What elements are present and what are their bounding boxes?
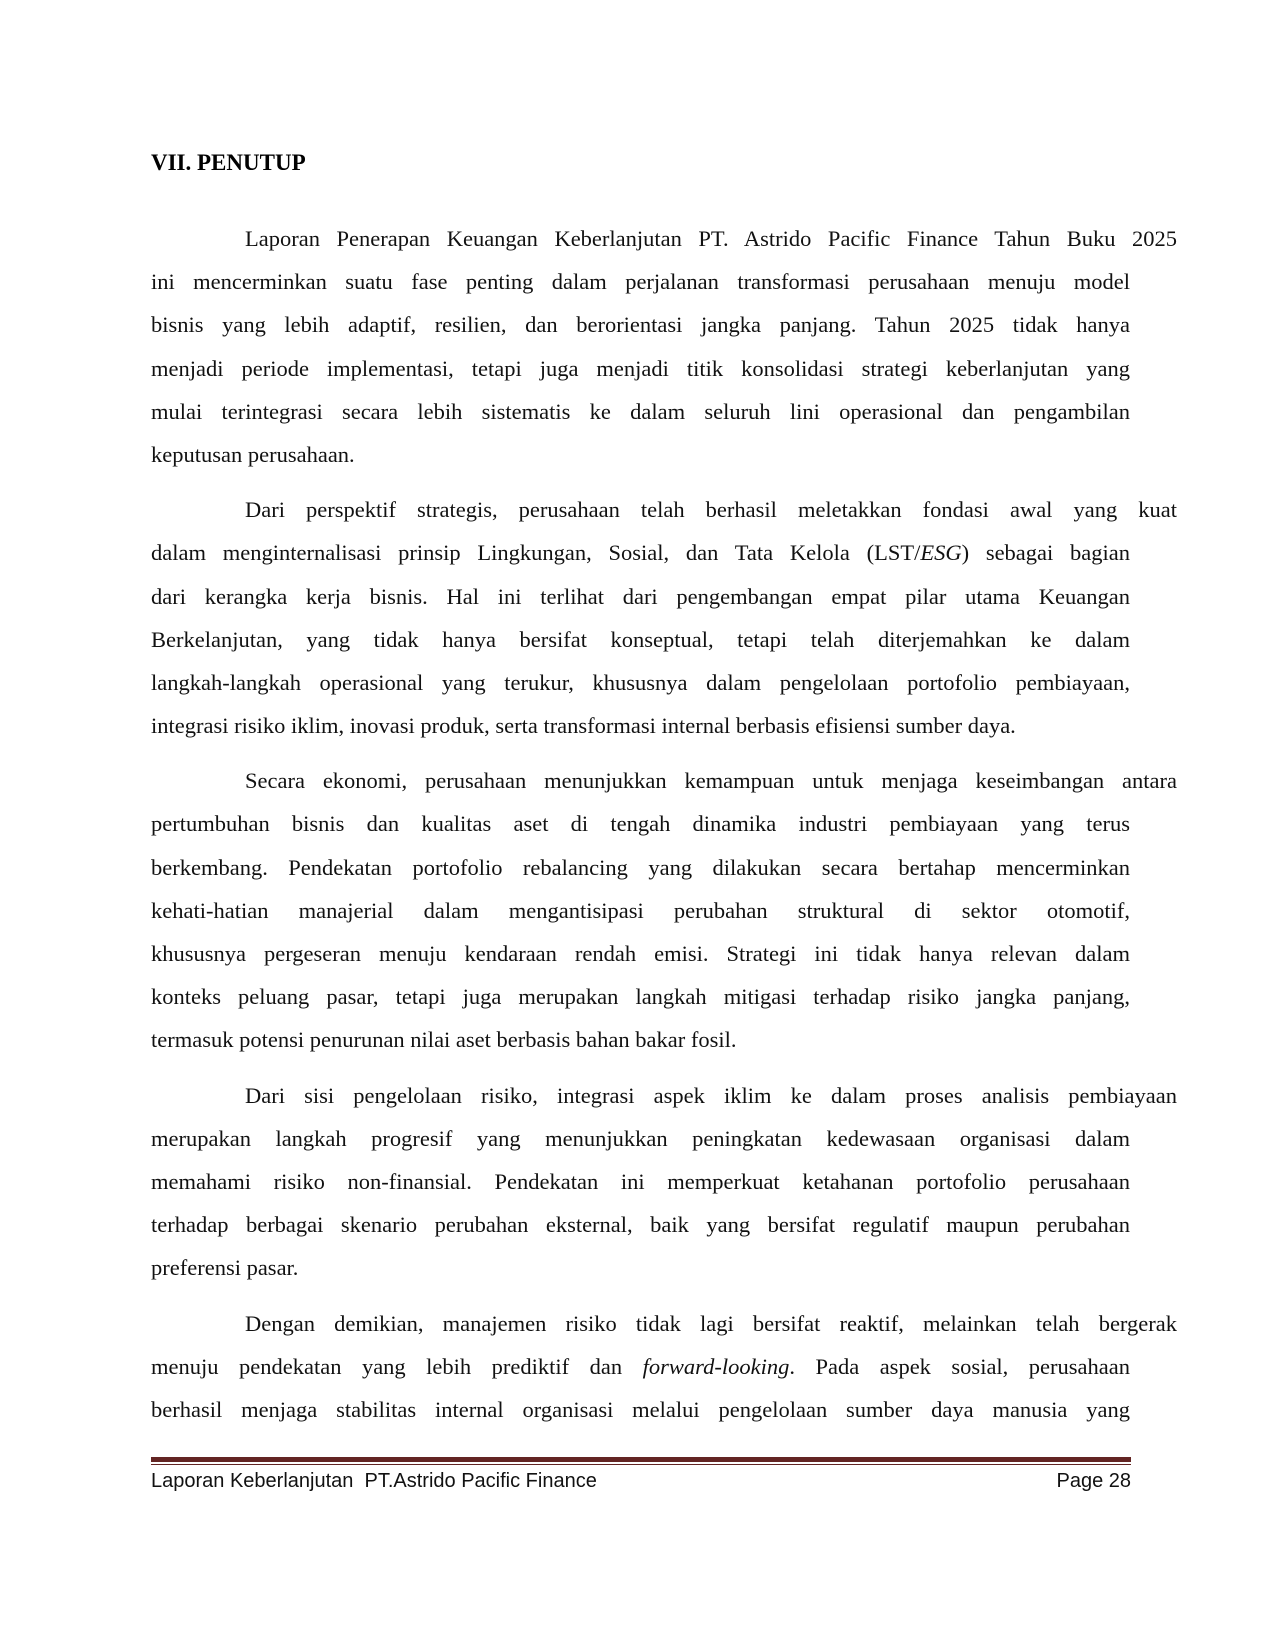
text-line: ini mencerminkan suatu fase penting dalam perjalanan transformasi perusahaan menuju model xyxy=(151,269,1130,295)
text-line: khususnya pergeseran menuju kendaraan rendah emisi. Strategi ini tidak hanya relevan dalam xyxy=(151,941,1130,966)
paragraph xyxy=(151,217,1177,476)
text-line: menjadi periode implementasi, tetapi juga menjadi titik konsolidasi strategi keberlanjutan yang xyxy=(151,355,1130,381)
text-line: menuju pendekatan yang lebih prediktif dan forward-looking. Pada aspek sosial, perusahaan xyxy=(151,1353,1131,1379)
footer-page-number: Page 28 xyxy=(1056,1470,1131,1492)
italic-term: ESG xyxy=(920,540,962,566)
italic-term: forward-looking xyxy=(642,1353,790,1379)
text-line: Dari sisi pengelolaan risiko, integrasi aspek iklim ke dalam proses analisis pembiayaan xyxy=(245,1082,1177,1108)
section-heading: VII. PENUTUP xyxy=(151,150,306,175)
footer-rule-thin xyxy=(151,1464,1131,1465)
body-text xyxy=(151,217,1177,1443)
text-line: bisnis yang lebih adaptif, resilien, dan berorientasi jangka panjang. Tahun 2025 tidak hanya xyxy=(151,312,1130,338)
text-line: berkembang. Pendekatan portofolio rebalancing yang dilakukan secara bertahap mencerminkan xyxy=(151,854,1130,880)
paragraph xyxy=(151,1302,1177,1432)
text-line: dari kerangka kerja bisnis. Hal ini terlihat dari pengembangan empat pilar utama Keuangan xyxy=(151,583,1130,609)
paragraph xyxy=(151,1074,1177,1290)
text-line: Laporan Penerapan Keuangan Keberlanjutan PT. Astrido Pacific Finance Tahun Buku 2025 xyxy=(245,226,1177,251)
text-line: kehati-hatian manajerial dalam mengantisipasi perubahan struktural di sektor otomotif, xyxy=(151,897,1130,923)
text-line: terhadap berbagai skenario perubahan eksternal, baik yang bersifat regulatif maupun perubahan xyxy=(151,1212,1130,1238)
text-line: preferensi pasar. xyxy=(151,1255,299,1281)
text-line: mulai terintegrasi secara lebih sistematis ke dalam seluruh lini operasional dan pengambilan xyxy=(151,398,1130,424)
text-line: Berkelanjutan, yang tidak hanya bersifat konseptual, tetapi telah diterjemahkan ke dalam xyxy=(151,626,1130,652)
text-line: keputusan perusahaan. xyxy=(151,441,355,467)
text-line: langkah-langkah operasional yang terukur, khususnya dalam pengelolaan portofolio pembiayaan, xyxy=(151,669,1130,695)
text-line: termasuk potensi penurunan nilai aset berbasis bahan bakar fosil. xyxy=(151,1027,737,1053)
page-footer xyxy=(151,1470,1131,1493)
text-line: merupakan langkah progresif yang menunjukkan peningkatan kedewasaan organisasi dalam xyxy=(151,1125,1130,1151)
text-line: integrasi risiko iklim, inovasi produk, serta transformasi internal berbasis efisiensi sumber daya. xyxy=(151,713,1016,739)
text-line: konteks peluang pasar, tetapi juga merupakan langkah mitigasi terhadap risiko jangka panjang, xyxy=(151,984,1130,1010)
text-line: Secara ekonomi, perusahaan menunjukkan kemampuan untuk menjaga keseimbangan antara xyxy=(245,768,1177,794)
paragraph xyxy=(151,488,1177,747)
footer-rule xyxy=(151,1457,1131,1465)
text-line: pertumbuhan bisnis dan kualitas aset di tengah dinamika industri pembiayaan yang terus xyxy=(151,811,1130,837)
text-line: berhasil menjaga stabilitas internal organisasi melalui pengelolaan sumber daya manusia yang xyxy=(151,1396,1130,1422)
footer-report-title: Laporan Keberlanjutan PT.Astrido Pacific Finance xyxy=(151,1470,597,1492)
text-line: dalam menginternalisasi prinsip Lingkungan, Sosial, dan Tata Kelola (LST/ESG) sebagai bagian xyxy=(151,540,1130,566)
text-line: Dari perspektif strategis, perusahaan telah berhasil meletakkan fondasi awal yang kuat xyxy=(245,497,1177,523)
paragraph xyxy=(151,759,1177,1061)
text-line: Dengan demikian, manajemen risiko tidak lagi bersifat reaktif, melainkan telah bergerak xyxy=(245,1310,1177,1336)
text-line: memahami risiko non-finansial. Pendekatan ini memperkuat ketahanan portofolio perusahaan xyxy=(151,1168,1130,1194)
